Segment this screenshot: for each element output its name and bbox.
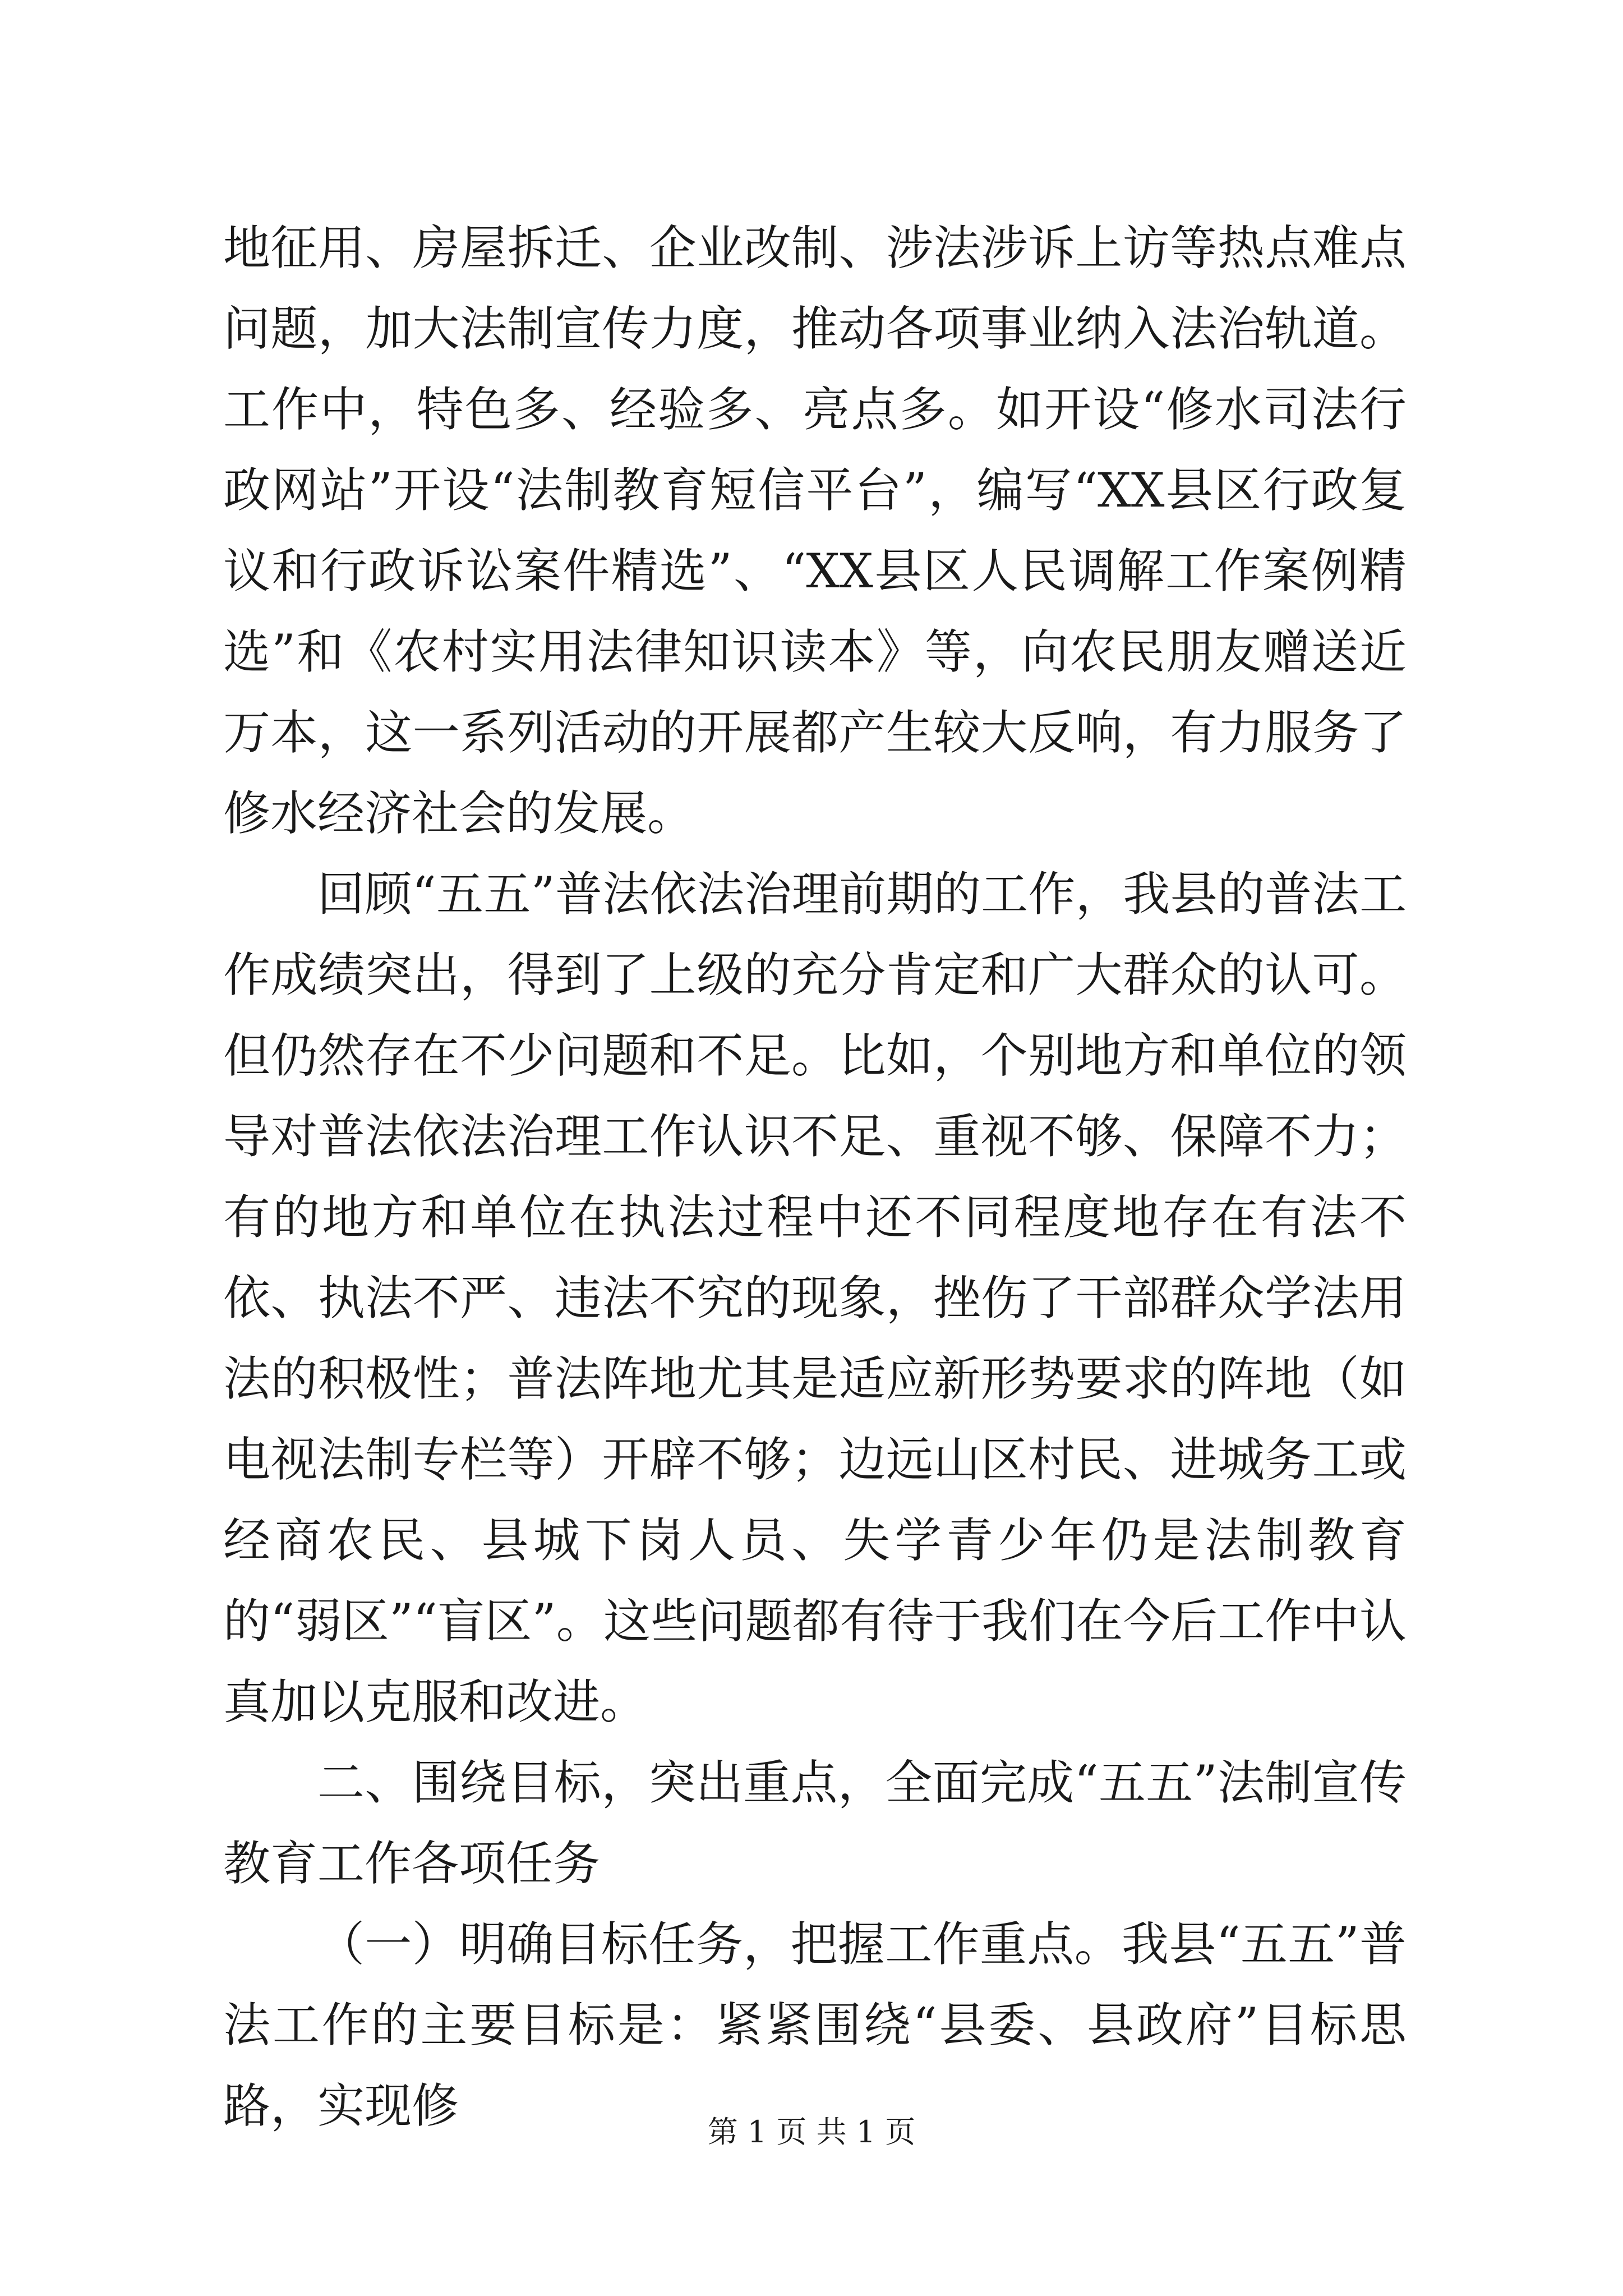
paragraph-subsection: （一）明确目标任务，把握工作重点。我县“五五”普法工作的主要目标是：紧紧围绕“县委、县政府”目标思路，实现修 <box>223 1917 1407 2133</box>
section-heading: 二、围绕目标，突出重点，全面完成“五五”法制宣传教育工作各项任务 <box>223 1755 1407 1891</box>
paragraph-review: 回顾“五五”普法依法治理前期的工作，我县的普法工作成绩突出，得到了上级的充分肯定和广大群众的认可。但仍然存在不少问题和不足。比如，个别地方和单位的领导对普法依法治理工作认识不足、重视不够、保障不力；有的地方和单位在执法过程中还不同程度地存在有法不依、执法不严、违法不究的现象，挫伤了干部群众学法用法的积极性；普法阵地尤其是适应新形势要求的阵地（如电视法制专栏等）开辟不够；边远山区村民、进城务工或经商农民、县城下岗人员、失学青少年仍是法制教育的“弱区”“盲区”。这些问题都有待于我们在今后工作中认真加以克服和改进。 <box>223 867 1407 1729</box>
paragraph-continued: 地征用、房屋拆迁、企业改制、涉法涉诉上访等热点难点问题，加大法制宣传力度，推动各项事业纳入法治轨道。工作中，特色多、经验多、亮点多。如开设“修水司法行政网站”开设“法制教育短信平台”，编写“XX县区行政复议和行政诉讼案件精选”、“XX县区人民调解工作案例精选”和《农村实用法律知识读本》等，向农民朋友赠送近万本，这一系列活动的开展都产生较大反响，有力服务了修水经济社会的发展。 <box>223 220 1407 841</box>
document-body <box>223 208 1407 2146</box>
page-number-label: 第 1 页 共 1 页 <box>707 2114 916 2150</box>
page-footer <box>0 2113 1623 2152</box>
